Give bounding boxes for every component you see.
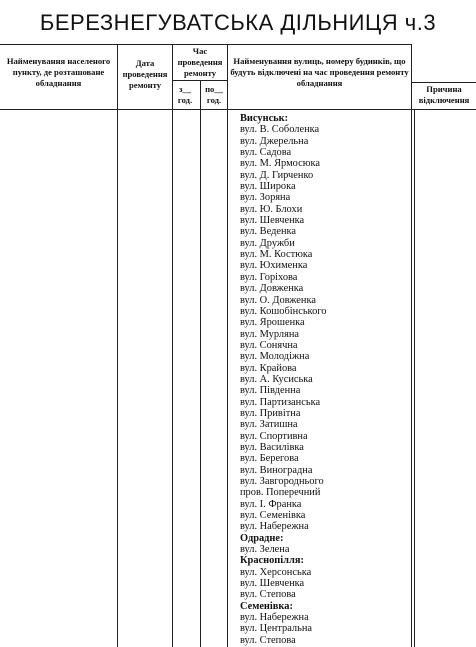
street-item: вул. М. Ярмосюка [240, 158, 320, 170]
street-item: вул. О. Довженка [240, 294, 316, 306]
street-item: вул. Степова [240, 634, 296, 646]
street-item: вул. В. Соболенка [240, 124, 320, 136]
header-time: Час проведення ремонту [177, 46, 223, 78]
header-locality: Найменування населеного пункту, де розташоване обладнання [6, 56, 111, 88]
locality-heading: Семенівка: [240, 600, 293, 612]
header-from: з__ год. [177, 84, 193, 105]
street-item: вул. Шевченка [240, 578, 305, 590]
street-item: вул. Затишна [240, 419, 298, 431]
col-divider-1 [117, 44, 118, 647]
outage-table [0, 44, 476, 647]
col-divider-3 [200, 80, 201, 647]
street-item: вул. Василівка [240, 441, 304, 453]
street-item: вул. Ярошенка [240, 317, 305, 329]
street-item: вул. Зоряна [240, 192, 291, 204]
street-item: вул. Кошобінського [240, 305, 327, 317]
street-item: вул. А. Кусиська [240, 373, 313, 385]
street-item: вул. Крайова [240, 362, 297, 374]
street-item: вул. Джерельна [240, 135, 309, 147]
header-streets: Найменування вулиць, номеру будинків, що будуть відключені на час проведення ремонту обладнання [230, 56, 409, 88]
street-item: вул. Берегова [240, 453, 299, 465]
street-item: вул. Горіхова [240, 271, 298, 283]
header-bottom-rule [0, 109, 476, 110]
street-item: вул. Завгороднього [240, 476, 324, 487]
street-item: вул. Південна [240, 385, 301, 397]
locality-heading: Краснопілля: [240, 555, 304, 567]
page-title: БЕРЕЗНЕГУВАТСЬКА ДІЛЬНИЦЯ ч.3 [39, 10, 437, 35]
street-item: вул. Мурляна [240, 328, 300, 340]
street-item: вул. Херсонська [240, 566, 312, 578]
street-item: вул. Спортивна [240, 430, 308, 442]
col-divider-2 [172, 44, 173, 647]
header-date: Дата проведення ремонту [122, 58, 168, 90]
street-item: вул. М. Костюка [240, 249, 313, 261]
street-item: вул. Дружби [240, 237, 295, 249]
street-item: вул. Зелена [240, 544, 290, 556]
street-item: вул. Веденка [240, 226, 297, 238]
street-item: вул. Юхименка [240, 260, 308, 272]
locality-heading: Висунськ: [240, 113, 289, 124]
street-item: вул. Довженка [240, 283, 304, 295]
col-divider-4 [227, 44, 228, 647]
street-item: вул. Ю. Блохи [240, 203, 303, 215]
street-item: вул. Набережна [240, 612, 309, 624]
col-divider-5b [414, 110, 415, 647]
street-item: вул. Шевченка [240, 215, 305, 227]
street-item: вул. Партизанська [240, 396, 321, 408]
street-item: вул. Д. Гирченко [240, 169, 314, 181]
street-list [240, 113, 410, 646]
col-divider-5 [411, 44, 412, 647]
locality-heading: Одрадне: [240, 532, 284, 544]
street-item: вул. Широка [240, 181, 296, 193]
street-item: вул. Виноградна [240, 464, 313, 476]
street-item: вул. Степова [240, 589, 296, 601]
street-item: вул. Привітна [240, 407, 301, 419]
street-item: вул. Центральна [240, 623, 313, 635]
header-reason: Причина відключення [418, 84, 470, 105]
table-top-border [0, 44, 411, 45]
street-item: вул. Сонячна [240, 339, 298, 351]
header-to: по__ год. [205, 84, 223, 105]
reason-header-top-rule [411, 82, 476, 83]
street-item: вул. Молодіжна [240, 351, 310, 363]
street-item: пров. Поперечний [240, 487, 321, 499]
street-item: вул. Семенівка [240, 510, 306, 522]
street-item: вул. Набережна [240, 521, 309, 533]
street-item: вул. Садова [240, 147, 292, 159]
street-item: вул. І. Франка [240, 498, 302, 510]
